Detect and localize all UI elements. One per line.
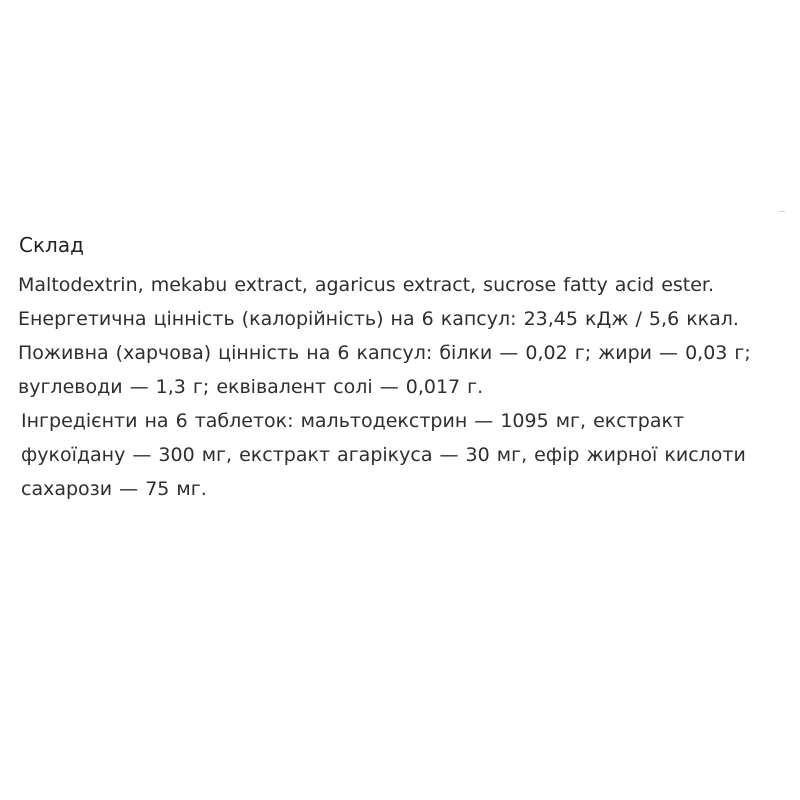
ingredients-ukrainian: Інгредієнти на 6 таблеток: мальтодекстрин — 1095 мг, екстракт фукоїдану — 300 мг, екстракт агарікуса — 30 мг, ефір жирної кислоти сахарози — 75 мг. (21, 410, 746, 500)
ingredients-english: Maltodextrin, mekabu extract, agaricus extract, sucrose fatty acid ester. (18, 274, 715, 296)
composition-section (18, 228, 788, 506)
divider-mark (779, 211, 785, 212)
nutritional-value: Поживна (харчова) цінність на 6 капсул: білки — 0,02 г; жири — 0,03 г; вуглеводи — 1,3 г; еквівалент солі — 0,017 г. (18, 342, 751, 398)
composition-heading: Склад (19, 233, 84, 257)
energy-value: Енергетична цінність (калорійність) на 6 капсул: 23,45 кДж / 5,6 ккал. (18, 308, 739, 330)
